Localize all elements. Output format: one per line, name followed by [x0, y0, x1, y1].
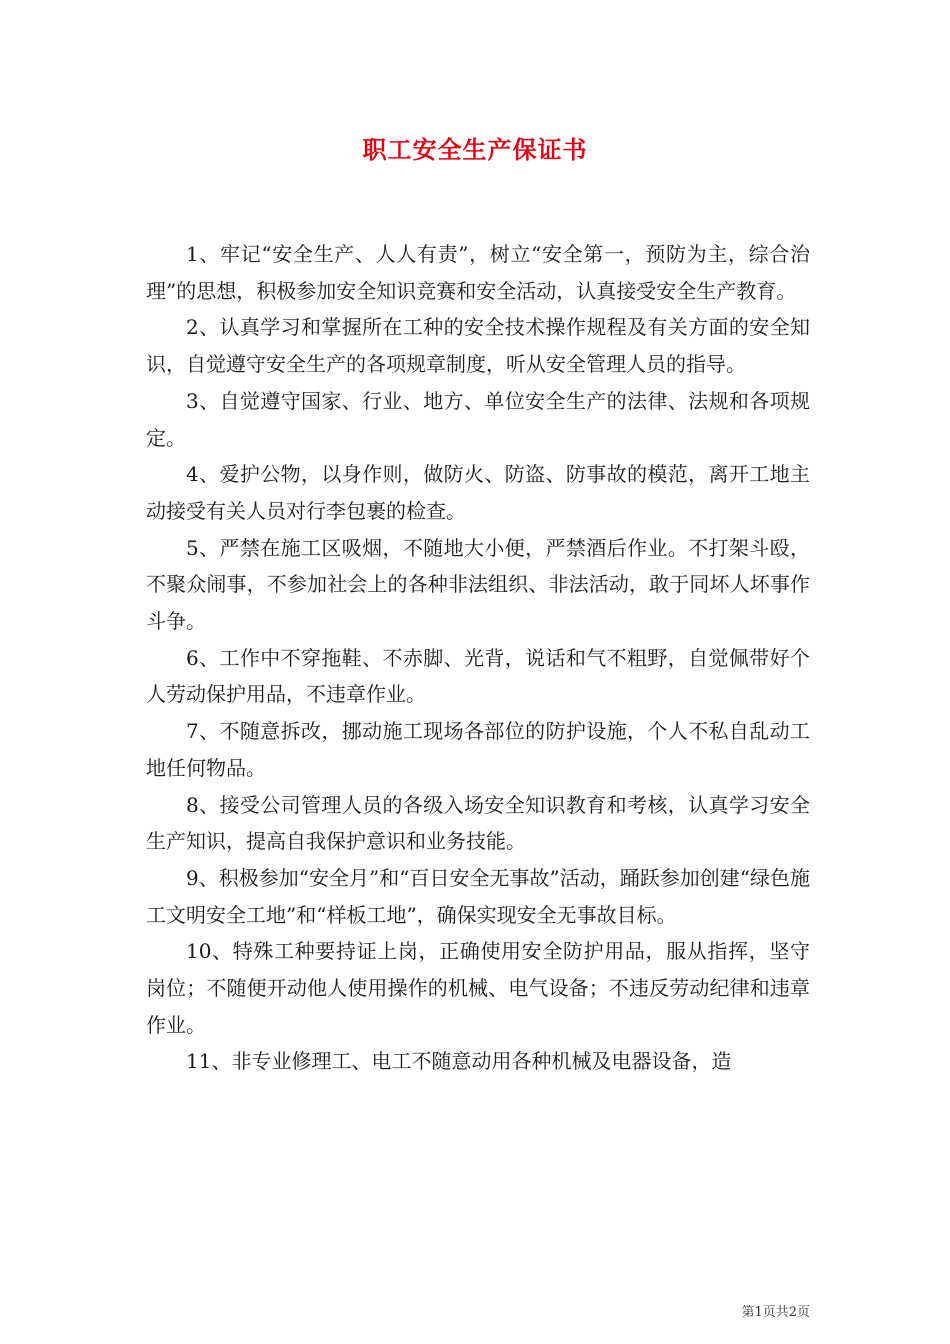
paragraph-11: 11、非专业修理工、电工不随意动用各种机械及电器设备，造 — [186, 1049, 732, 1074]
paragraph-8: 8、接受公司管理人员的各级入场安全知识教育和考核，认真学习安全生产知识，提高自我保护意识和业务技能。 — [146, 792, 810, 854]
paragraph-9: 9、积极参加“安全月”和“百日安全无事故”活动，踊跃参加创建“绿色施工文明安全工地”和“样板工地”，确保实现安全无事故目标。 — [146, 865, 810, 927]
document-title: 职工安全生产保证书 — [362, 135, 588, 164]
paragraph-10: 10、特殊工种要持证上岗，正确使用安全防护用品，服从指挥，坚守岗位；不随便开动他人使用操作的机械、电气设备；不违反劳动纪律和违章作业。 — [146, 939, 810, 1037]
page-number-footer: 第1页共2页 — [741, 1305, 810, 1320]
paragraph-5: 5、严禁在施工区吸烟，不随地大小便，严禁酒后作业。不打架斗殴，不聚众闹事，不参加社会上的各种非法组织、非法活动，敢于同坏人坏事作斗争。 — [146, 535, 810, 634]
paragraph-4: 4、爱护公物，以身作则，做防火、防盗、防事故的模范，离开工地主动接受有关人员对行李包裹的检查。 — [146, 462, 810, 523]
paragraph-6: 6、工作中不穿拖鞋、不赤脚、光背，说话和气不粗野，自觉佩带好个人劳动保护用品，不违章作业。 — [146, 645, 810, 707]
paragraph-3: 3、自觉遵守国家、行业、地方、单位安全生产的法律、法规和各项规定。 — [146, 388, 810, 450]
paragraph-2: 2、认真学习和掌握所在工种的安全技术操作规程及有关方面的安全知识，自觉遵守安全生产的各项规章制度，听从安全管理人员的指导。 — [146, 315, 810, 377]
paragraph-7: 7、不随意拆改，挪动施工现场各部位的防护设施，个人不私自乱动工地任何物品。 — [146, 719, 810, 780]
document-body — [146, 236, 810, 1080]
paragraph-1: 1、牢记“安全生产、人人有责”，树立“安全第一，预防为主，综合治理”的思想，积极参加安全知识竞赛和安全活动，认真接受安全生产教育。 — [146, 242, 810, 303]
